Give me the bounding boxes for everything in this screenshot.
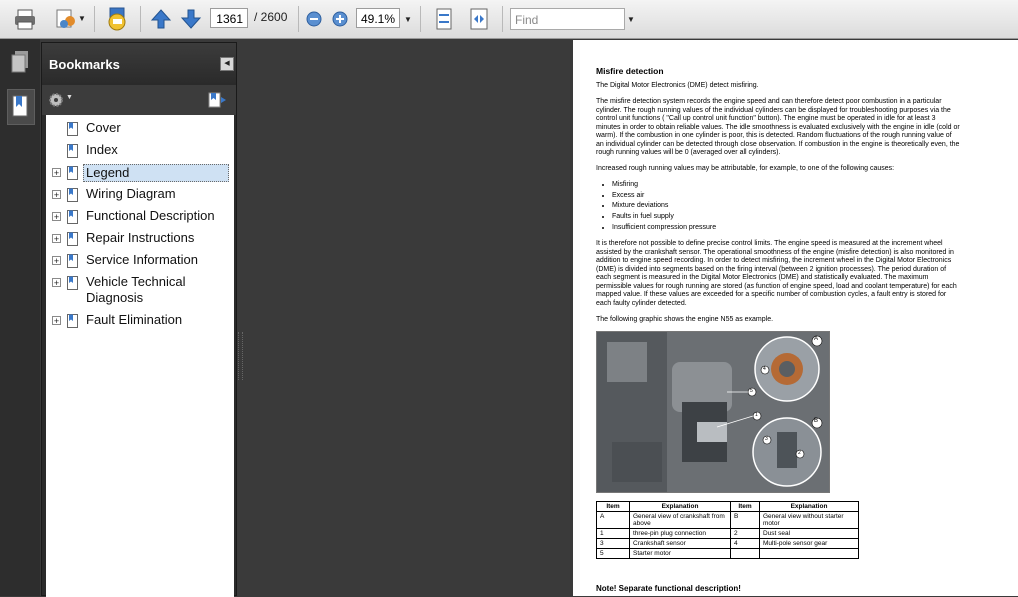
expand-toggle[interactable]: + [53, 168, 60, 178]
bookmark-item[interactable] [46, 142, 234, 164]
expand-bookmark-button[interactable] [208, 91, 228, 114]
share-dropdown-icon: ▼ [78, 14, 86, 23]
table-cell: General view without starter motor [760, 512, 859, 529]
zoom-in-button[interactable] [330, 6, 350, 32]
table-row [597, 539, 859, 549]
table-header: Explanation [630, 502, 731, 512]
callout-label: 1 [755, 412, 758, 418]
gear-icon [48, 92, 64, 108]
list-item: • Excess air [612, 191, 716, 202]
navigation-pane [0, 39, 40, 596]
share-icon [54, 8, 80, 30]
bookmark-item[interactable] [46, 208, 234, 230]
table-header: Item [597, 502, 630, 512]
bookmarks-title: Bookmarks [49, 57, 120, 72]
bookmark-item[interactable] [46, 252, 234, 274]
bookmark-label: Repair Instructions [86, 230, 195, 245]
table-header-row [597, 502, 859, 512]
previous-page-button[interactable] [148, 6, 174, 32]
panel-splitter[interactable] [238, 332, 243, 380]
callout-label: 4 [763, 366, 766, 372]
table-cell: 4 [731, 539, 760, 549]
engine-figure [596, 331, 830, 493]
zoom-dropdown-icon[interactable]: ▼ [404, 15, 412, 24]
bookmark-icon [67, 188, 78, 202]
bookmarks-panel-button[interactable] [7, 89, 35, 125]
bookmark-label: Cover [86, 120, 121, 135]
expand-bookmark-icon [208, 91, 228, 109]
zoom-out-button[interactable] [304, 6, 324, 32]
engine-illustration [597, 332, 829, 492]
fit-width-button[interactable] [466, 6, 492, 32]
separator [94, 6, 95, 32]
options-button[interactable] [48, 92, 73, 113]
callout-label: 5 [750, 388, 753, 394]
bookmarks-icon [11, 94, 31, 120]
bookmark-label: Functional Description [86, 208, 215, 223]
list-item: • Insufficient compression pressure [612, 223, 716, 234]
table-row [597, 529, 859, 539]
page-number-input[interactable]: 1361 [210, 8, 248, 28]
separator [140, 6, 141, 32]
bookmark-item[interactable] [46, 186, 234, 208]
paragraph: It is therefore not possible to define precise control limits. The engine speed is measured at the increment wheel assisted by the crankshaft sensor. The operational smoothness of the engine (misfire detection) is also monitored in addition to engine speed recording. In order to detect misfiring, the increment wheel in the Digital Motor Electronics (DME) is divided into segments based on the firing interval (between 2 ignition processes). The period duration of each segment is measured in the Digital Motor Electronics (DME) and statistically evaluated. The maximum permissible values for rough running are stored (as function of engine speed, load and coolant temperature) for each mapped value. If these values are exceeded for a specific number of combustion cycles, a fault entry is stored for each faulty cylinder detected. [596, 240, 957, 307]
table-cell: Starter motor [630, 549, 731, 559]
bookmark-icon [67, 276, 78, 290]
comment-button[interactable] [102, 6, 132, 32]
table-cell [731, 549, 760, 559]
bookmark-label: Vehicle Technical Diagnosis [86, 274, 186, 305]
bookmark-item[interactable] [46, 120, 234, 142]
table-cell: Multi-pole sensor gear [760, 539, 859, 549]
print-button[interactable] [10, 6, 40, 32]
bookmark-item[interactable] [46, 312, 234, 334]
bookmark-label: Wiring Diagram [86, 186, 176, 201]
bookmark-icon [67, 210, 78, 224]
callout-label: B [814, 418, 819, 424]
next-page-button[interactable] [178, 6, 204, 32]
bookmark-item-selected[interactable] [46, 164, 234, 186]
separator [298, 6, 299, 32]
next-page-icon [180, 8, 202, 30]
list-item: • Misfiring [612, 180, 716, 191]
document-page[interactable] [573, 40, 1018, 596]
bookmark-label: Service Information [86, 252, 198, 267]
paragraph: The misfire detection system records the engine speed and can therefore detect poor combustion in a particular cylinder. The rough running values of the individual cylinders can be displayed for troubleshooting purposes via the control unit functions ( "Call up control unit function" button). The engine must be operated in idle for at least 3 minutes in order to obtain reliable values. The idle smoothness is evaluated exclusively with the engine in idle (cold or warm). If the combustion in one cylinder is poor, this is detected. Random fluctuations of the rough running value of an individual cylinder can be detected through close observation. If combustion in the engine is theoretically even, the rough running values will be 0 (averaged over all cylinders). [596, 98, 960, 156]
table-row [597, 512, 859, 529]
separator [420, 6, 421, 32]
find-input[interactable]: Find [510, 8, 625, 30]
fit-width-icon [469, 8, 489, 30]
table-cell: A [597, 512, 630, 529]
bookmark-tree [46, 115, 234, 597]
table-cell: three-pin plug connection [630, 529, 731, 539]
expand-toggle[interactable]: + [53, 256, 60, 266]
bookmarks-panel [41, 42, 237, 596]
bookmark-item[interactable] [46, 274, 234, 312]
bookmark-label: Fault Elimination [86, 312, 183, 327]
section-title: Misfire detection [596, 66, 664, 76]
pages-icon [10, 50, 30, 74]
bookmark-icon [67, 314, 78, 328]
bookmark-icon [67, 144, 78, 158]
table-cell: 2 [731, 529, 760, 539]
legend-table [596, 501, 859, 559]
options-dropdown-icon: ▼ [66, 94, 73, 101]
section-subtitle: The Digital Motor Electronics (DME) detect misfiring. [596, 82, 759, 89]
table-cell: B [731, 512, 760, 529]
table-cell: Crankshaft sensor [630, 539, 731, 549]
table-cell: Dust seal [760, 529, 859, 539]
page-total: / 2600 [254, 10, 288, 24]
paragraph: Increased rough running values may be attributable, for example, to one of the following causes: [596, 165, 895, 172]
fit-page-icon [435, 8, 453, 30]
callout-label: 2 [798, 450, 801, 456]
table-row [597, 549, 859, 559]
prev-page-icon [150, 8, 172, 30]
list-item: • Mixture deviations [612, 201, 716, 212]
expand-toggle[interactable]: + [53, 316, 60, 326]
bookmark-icon [67, 254, 78, 268]
bookmark-label: Legend [83, 164, 229, 182]
bookmark-icon [67, 166, 78, 180]
bookmark-item[interactable] [46, 230, 234, 252]
expand-toggle[interactable]: + [53, 278, 60, 288]
expand-toggle[interactable]: + [53, 234, 60, 244]
table-cell: 3 [597, 539, 630, 549]
bookmark-icon [67, 232, 78, 246]
callout-label: 3 [765, 436, 768, 442]
bookmarks-toolbar [42, 85, 236, 115]
note-text: Note! Separate functional description! [596, 584, 741, 593]
print-icon [13, 8, 37, 30]
table-header: Item [731, 502, 760, 512]
bookmarks-header [42, 43, 236, 85]
find-dropdown-icon[interactable]: ▼ [627, 15, 635, 24]
expand-toggle[interactable]: + [53, 212, 60, 222]
collapse-panel-button[interactable]: ◀ [220, 57, 234, 71]
list-item: • Faults in fuel supply [612, 212, 716, 223]
zoom-level-input[interactable]: 49.1% [356, 8, 400, 28]
fit-page-button[interactable] [432, 6, 456, 32]
bookmark-label: Index [86, 142, 118, 157]
table-cell: 5 [597, 549, 630, 559]
paragraph: The following graphic shows the engine N55 as example. [596, 316, 774, 323]
expand-toggle[interactable]: + [53, 190, 60, 200]
table-cell: General view of crankshaft from above [630, 512, 731, 529]
share-button[interactable] [48, 6, 86, 32]
pages-panel-button[interactable] [7, 47, 33, 77]
separator [502, 6, 503, 32]
table-header: Explanation [760, 502, 859, 512]
causes-list [596, 180, 716, 234]
bookmark-icon [67, 122, 78, 136]
table-cell [760, 549, 859, 559]
table-cell: 1 [597, 529, 630, 539]
callout-label: A [814, 336, 819, 342]
zoom-out-icon [306, 11, 322, 27]
zoom-in-icon [332, 11, 348, 27]
comment-icon [104, 7, 130, 31]
toolbar [0, 0, 1018, 39]
